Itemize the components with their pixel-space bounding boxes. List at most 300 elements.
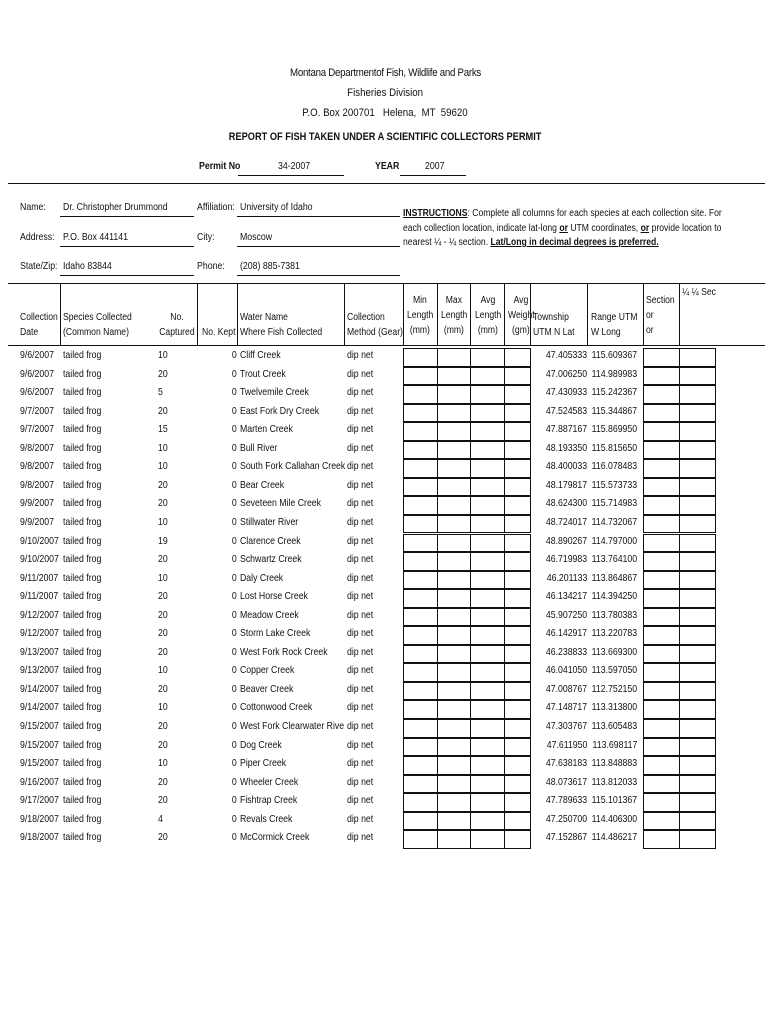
cell-latitude: 48.073617 bbox=[545, 776, 587, 788]
empty-entry-cell[interactable] bbox=[504, 348, 531, 367]
empty-entry-cell[interactable] bbox=[470, 682, 505, 701]
phone-label: Phone: bbox=[197, 261, 225, 272]
empty-entry-cell[interactable] bbox=[504, 775, 531, 794]
cell-kept: 0 bbox=[232, 721, 237, 732]
empty-entry-cell[interactable] bbox=[437, 645, 471, 664]
empty-entry-cell[interactable] bbox=[403, 589, 438, 608]
empty-entry-cell[interactable] bbox=[437, 534, 471, 553]
table-top-border bbox=[8, 283, 765, 284]
empty-entry-cell[interactable] bbox=[403, 700, 438, 719]
cell-longitude: 113.764100 bbox=[591, 554, 637, 566]
empty-entry-cell[interactable] bbox=[643, 515, 680, 534]
cell-latitude: 47.887167 bbox=[545, 424, 587, 436]
cell-longitude: 113.597050 bbox=[591, 665, 637, 677]
cell-date: 9/10/2007 bbox=[20, 535, 59, 547]
empty-entry-cell[interactable] bbox=[437, 738, 471, 757]
cell-latitude: 46.201133 bbox=[546, 572, 587, 584]
cell-water-name: Dog Creek bbox=[240, 739, 282, 751]
cell-date: 9/18/2007 bbox=[20, 813, 59, 825]
empty-entry-cell[interactable] bbox=[679, 571, 716, 590]
cell-water-name: West Fork Clearwater Rive bbox=[240, 721, 345, 732]
empty-entry-cell[interactable] bbox=[437, 756, 471, 775]
col-quarter-section: ¼ ¼ Sec bbox=[682, 287, 716, 298]
cell-kept: 0 bbox=[232, 535, 237, 547]
empty-entry-cell[interactable] bbox=[403, 830, 438, 849]
cell-species: tailed frog bbox=[63, 368, 102, 380]
name-value: Dr. Christopher Drummond bbox=[63, 202, 168, 213]
cell-kept: 0 bbox=[232, 628, 237, 640]
hdr-divider bbox=[530, 283, 531, 345]
cell-date: 9/9/2007 bbox=[20, 516, 54, 528]
cell-water-name: West Fork Rock Creek bbox=[240, 646, 328, 658]
empty-entry-cell[interactable] bbox=[679, 682, 716, 701]
empty-entry-cell[interactable] bbox=[504, 404, 531, 423]
empty-entry-cell[interactable] bbox=[504, 459, 531, 478]
empty-entry-cell[interactable] bbox=[437, 385, 471, 404]
empty-entry-cell[interactable] bbox=[437, 496, 471, 515]
empty-entry-cell[interactable] bbox=[643, 385, 680, 404]
cell-captured: 20 bbox=[158, 739, 168, 751]
empty-entry-cell[interactable] bbox=[403, 775, 438, 794]
cell-latitude: 48.624300 bbox=[545, 498, 587, 510]
empty-entry-cell[interactable] bbox=[470, 404, 505, 423]
cell-method: dip net bbox=[347, 832, 374, 844]
cell-latitude: 47.405333 bbox=[545, 350, 587, 361]
empty-entry-cell[interactable] bbox=[403, 663, 438, 682]
empty-entry-cell[interactable] bbox=[437, 812, 471, 831]
cell-date: 9/6/2007 bbox=[20, 350, 54, 361]
empty-entry-cell[interactable] bbox=[643, 478, 680, 497]
empty-entry-cell[interactable] bbox=[470, 626, 505, 645]
empty-entry-cell[interactable] bbox=[470, 775, 505, 794]
empty-entry-cell[interactable] bbox=[470, 830, 505, 849]
empty-entry-cell[interactable] bbox=[643, 534, 680, 553]
cell-longitude: 113.780383 bbox=[591, 609, 637, 621]
empty-entry-cell[interactable] bbox=[403, 793, 438, 812]
empty-entry-cell[interactable] bbox=[403, 682, 438, 701]
cell-kept: 0 bbox=[232, 702, 237, 714]
empty-entry-cell[interactable] bbox=[679, 552, 716, 571]
address-value: P.O. Box 441141 bbox=[63, 232, 128, 243]
cell-latitude: 46.719983 bbox=[545, 554, 587, 566]
city-value: Moscow bbox=[240, 232, 273, 243]
empty-entry-cell[interactable] bbox=[437, 608, 471, 627]
cell-method: dip net bbox=[347, 368, 374, 380]
empty-entry-cell[interactable] bbox=[504, 441, 531, 460]
empty-entry-cell[interactable] bbox=[643, 682, 680, 701]
empty-entry-cell[interactable] bbox=[437, 552, 471, 571]
empty-entry-cell[interactable] bbox=[643, 793, 680, 812]
empty-entry-cell[interactable] bbox=[470, 793, 505, 812]
empty-entry-cell[interactable] bbox=[470, 515, 505, 534]
cell-water-name: Bear Creek bbox=[240, 479, 285, 491]
cell-kept: 0 bbox=[232, 479, 237, 491]
empty-entry-cell[interactable] bbox=[470, 367, 505, 386]
cell-date: 9/9/2007 bbox=[20, 498, 54, 510]
empty-entry-cell[interactable] bbox=[437, 682, 471, 701]
empty-entry-cell[interactable] bbox=[643, 830, 680, 849]
empty-entry-cell[interactable] bbox=[403, 645, 438, 664]
empty-entry-cell[interactable] bbox=[437, 719, 471, 738]
year-value: 2007 bbox=[425, 161, 445, 172]
empty-entry-cell[interactable] bbox=[643, 404, 680, 423]
empty-entry-cell[interactable] bbox=[403, 459, 438, 478]
cell-latitude: 48.179817 bbox=[545, 479, 587, 491]
empty-entry-cell[interactable] bbox=[470, 385, 505, 404]
empty-entry-cell[interactable] bbox=[504, 756, 531, 775]
cell-species: tailed frog bbox=[63, 721, 102, 732]
empty-entry-cell[interactable] bbox=[470, 459, 505, 478]
empty-entry-cell[interactable] bbox=[504, 626, 531, 645]
cell-method: dip net bbox=[347, 609, 374, 621]
empty-entry-cell[interactable] bbox=[437, 589, 471, 608]
empty-entry-cell[interactable] bbox=[504, 663, 531, 682]
empty-entry-cell[interactable] bbox=[643, 775, 680, 794]
cell-captured: 20 bbox=[158, 591, 168, 603]
cell-kept: 0 bbox=[232, 368, 237, 380]
empty-entry-cell[interactable] bbox=[643, 812, 680, 831]
empty-entry-cell[interactable] bbox=[504, 367, 531, 386]
cell-captured: 10 bbox=[158, 702, 168, 714]
cell-method: dip net bbox=[347, 665, 374, 677]
col-min-length: Min Length (mm) bbox=[407, 295, 434, 336]
cell-captured: 10 bbox=[158, 572, 168, 584]
cell-method: dip net bbox=[347, 795, 374, 807]
empty-entry-cell[interactable] bbox=[470, 700, 505, 719]
empty-entry-cell[interactable] bbox=[403, 348, 438, 367]
cell-captured: 19 bbox=[158, 535, 168, 547]
empty-entry-cell[interactable] bbox=[504, 385, 531, 404]
empty-entry-cell[interactable] bbox=[470, 478, 505, 497]
cell-date: 9/11/2007 bbox=[20, 572, 59, 584]
empty-entry-cell[interactable] bbox=[643, 626, 680, 645]
empty-entry-cell[interactable] bbox=[679, 793, 716, 812]
cell-species: tailed frog bbox=[63, 498, 102, 510]
cell-longitude: 114.732067 bbox=[591, 516, 637, 528]
cell-date: 9/6/2007 bbox=[20, 387, 54, 399]
col-no-kept: No. Kept bbox=[202, 327, 236, 338]
cell-captured: 20 bbox=[158, 683, 168, 695]
cell-kept: 0 bbox=[232, 795, 237, 807]
empty-entry-cell[interactable] bbox=[437, 422, 471, 441]
empty-entry-cell[interactable] bbox=[403, 571, 438, 590]
instructions-part3: provide location to nearest ¼ - ¼ section. bbox=[403, 222, 722, 248]
empty-entry-cell[interactable] bbox=[403, 756, 438, 775]
empty-entry-cell[interactable] bbox=[437, 775, 471, 794]
empty-entry-cell[interactable] bbox=[679, 422, 716, 441]
empty-entry-cell[interactable] bbox=[470, 571, 505, 590]
empty-entry-cell[interactable] bbox=[470, 645, 505, 664]
instructions-part2: UTM coordinates, bbox=[567, 222, 641, 234]
empty-entry-cell[interactable] bbox=[679, 608, 716, 627]
empty-entry-cell[interactable] bbox=[437, 700, 471, 719]
empty-entry-cell[interactable] bbox=[403, 478, 438, 497]
cell-captured: 10 bbox=[158, 516, 168, 528]
empty-entry-cell[interactable] bbox=[470, 422, 505, 441]
empty-entry-cell[interactable] bbox=[504, 608, 531, 627]
empty-entry-cell[interactable] bbox=[504, 422, 531, 441]
empty-entry-cell[interactable] bbox=[643, 700, 680, 719]
empty-entry-cell[interactable] bbox=[470, 552, 505, 571]
cell-water-name: Twelvemile Creek bbox=[240, 387, 309, 399]
instructions-preferred: Lat/Long in decimal degrees is preferred. bbox=[490, 237, 659, 248]
cell-water-name: Trout Creek bbox=[240, 368, 286, 380]
empty-entry-cell[interactable] bbox=[403, 626, 438, 645]
empty-entry-cell[interactable] bbox=[470, 589, 505, 608]
cell-kept: 0 bbox=[232, 758, 237, 770]
empty-entry-cell[interactable] bbox=[643, 719, 680, 738]
empty-entry-cell[interactable] bbox=[504, 830, 531, 849]
cell-water-name: Meadow Creek bbox=[240, 609, 299, 621]
empty-entry-cell[interactable] bbox=[679, 645, 716, 664]
cell-kept: 0 bbox=[232, 350, 237, 361]
empty-entry-cell[interactable] bbox=[470, 663, 505, 682]
col-method: Collection Method (Gear) bbox=[347, 312, 403, 338]
empty-entry-cell[interactable] bbox=[643, 608, 680, 627]
empty-entry-cell[interactable] bbox=[437, 459, 471, 478]
empty-entry-cell[interactable] bbox=[679, 738, 716, 757]
empty-entry-cell[interactable] bbox=[403, 812, 438, 831]
empty-entry-cell[interactable] bbox=[403, 719, 438, 738]
cell-method: dip net bbox=[347, 739, 374, 751]
empty-entry-cell[interactable] bbox=[504, 719, 531, 738]
cell-method: dip net bbox=[347, 498, 374, 510]
cell-method: dip net bbox=[347, 479, 374, 491]
empty-entry-cell[interactable] bbox=[643, 496, 680, 515]
cell-date: 9/8/2007 bbox=[20, 479, 54, 491]
cell-longitude: 115.609367 bbox=[591, 350, 637, 361]
empty-entry-cell[interactable] bbox=[679, 441, 716, 460]
empty-entry-cell[interactable] bbox=[643, 645, 680, 664]
empty-entry-cell[interactable] bbox=[679, 756, 716, 775]
hdr-divider bbox=[437, 283, 438, 345]
empty-entry-cell[interactable] bbox=[679, 775, 716, 794]
empty-entry-cell[interactable] bbox=[437, 663, 471, 682]
cell-longitude: 114.797000 bbox=[591, 535, 637, 547]
empty-entry-cell[interactable] bbox=[679, 404, 716, 423]
cell-method: dip net bbox=[347, 424, 374, 436]
empty-entry-cell[interactable] bbox=[470, 348, 505, 367]
empty-entry-cell[interactable] bbox=[403, 441, 438, 460]
cell-method: dip net bbox=[347, 387, 374, 399]
empty-entry-cell[interactable] bbox=[403, 367, 438, 386]
empty-entry-cell[interactable] bbox=[437, 793, 471, 812]
cell-water-name: Fishtrap Creek bbox=[240, 795, 298, 807]
empty-entry-cell[interactable] bbox=[679, 348, 716, 367]
empty-entry-cell[interactable] bbox=[679, 367, 716, 386]
cell-longitude: 115.101367 bbox=[591, 795, 637, 807]
empty-entry-cell[interactable] bbox=[643, 367, 680, 386]
empty-entry-cell[interactable] bbox=[403, 515, 438, 534]
empty-entry-cell[interactable] bbox=[643, 589, 680, 608]
empty-entry-cell[interactable] bbox=[679, 385, 716, 404]
empty-entry-cell[interactable] bbox=[679, 496, 716, 515]
cell-species: tailed frog bbox=[63, 554, 102, 566]
empty-entry-cell[interactable] bbox=[679, 830, 716, 849]
cell-kept: 0 bbox=[232, 609, 237, 621]
cell-species: tailed frog bbox=[63, 387, 102, 399]
phone-underline bbox=[237, 275, 400, 276]
empty-entry-cell[interactable] bbox=[470, 534, 505, 553]
empty-entry-cell[interactable] bbox=[403, 534, 438, 553]
cell-kept: 0 bbox=[232, 591, 237, 603]
empty-entry-cell[interactable] bbox=[403, 404, 438, 423]
division-name: Fisheries Division bbox=[347, 87, 423, 99]
empty-entry-cell[interactable] bbox=[679, 719, 716, 738]
empty-entry-cell[interactable] bbox=[679, 626, 716, 645]
empty-entry-cell[interactable] bbox=[437, 367, 471, 386]
empty-entry-cell[interactable] bbox=[470, 719, 505, 738]
cell-water-name: Piper Creek bbox=[240, 758, 287, 770]
empty-entry-cell[interactable] bbox=[679, 589, 716, 608]
cell-longitude: 113.669300 bbox=[591, 646, 637, 658]
col-township: Township UTM N Lat bbox=[533, 312, 575, 338]
cell-captured: 15 bbox=[158, 424, 168, 436]
empty-entry-cell[interactable] bbox=[403, 608, 438, 627]
empty-entry-cell[interactable] bbox=[643, 552, 680, 571]
empty-entry-cell[interactable] bbox=[679, 459, 716, 478]
empty-entry-cell[interactable] bbox=[470, 441, 505, 460]
cell-kept: 0 bbox=[232, 424, 237, 436]
cell-latitude: 48.400033 bbox=[545, 461, 587, 473]
empty-entry-cell[interactable] bbox=[643, 738, 680, 757]
empty-entry-cell[interactable] bbox=[470, 812, 505, 831]
cell-latitude: 45.907250 bbox=[545, 609, 587, 621]
name-underline bbox=[60, 216, 194, 217]
empty-entry-cell[interactable] bbox=[643, 441, 680, 460]
empty-entry-cell[interactable] bbox=[504, 571, 531, 590]
empty-entry-cell[interactable] bbox=[504, 589, 531, 608]
empty-entry-cell[interactable] bbox=[403, 552, 438, 571]
cell-latitude: 47.250700 bbox=[545, 813, 587, 825]
cell-species: tailed frog bbox=[63, 442, 102, 454]
permit-value: 34-2007 bbox=[278, 161, 311, 172]
cell-date: 9/14/2007 bbox=[20, 683, 59, 695]
agency-name: Montana Departmentof Fish, Wildlife and Parks bbox=[289, 67, 481, 79]
empty-entry-cell[interactable] bbox=[643, 756, 680, 775]
empty-entry-cell[interactable] bbox=[504, 534, 531, 553]
cell-latitude: 46.238833 bbox=[545, 646, 587, 658]
col-collection-date: Collection Date bbox=[20, 312, 58, 338]
empty-entry-cell[interactable] bbox=[504, 496, 531, 515]
cell-captured: 5 bbox=[158, 387, 163, 399]
cell-longitude: 114.406300 bbox=[591, 813, 637, 825]
cell-captured: 20 bbox=[158, 721, 168, 732]
hdr-divider bbox=[237, 283, 238, 345]
empty-entry-cell[interactable] bbox=[643, 348, 680, 367]
cell-method: dip net bbox=[347, 461, 374, 473]
empty-entry-cell[interactable] bbox=[437, 441, 471, 460]
empty-entry-cell[interactable] bbox=[504, 552, 531, 571]
empty-entry-cell[interactable] bbox=[643, 422, 680, 441]
empty-entry-cell[interactable] bbox=[403, 738, 438, 757]
cell-species: tailed frog bbox=[63, 795, 102, 807]
empty-entry-cell[interactable] bbox=[679, 812, 716, 831]
empty-entry-cell[interactable] bbox=[437, 348, 471, 367]
cell-kept: 0 bbox=[232, 442, 237, 454]
cell-date: 9/15/2007 bbox=[20, 739, 59, 751]
cell-latitude: 47.303767 bbox=[545, 721, 587, 732]
empty-entry-cell[interactable] bbox=[403, 496, 438, 515]
empty-entry-cell[interactable] bbox=[643, 571, 680, 590]
empty-entry-cell[interactable] bbox=[470, 738, 505, 757]
cell-date: 9/12/2007 bbox=[20, 628, 59, 640]
empty-entry-cell[interactable] bbox=[470, 496, 505, 515]
cell-longitude: 114.989983 bbox=[591, 368, 637, 380]
empty-entry-cell[interactable] bbox=[643, 663, 680, 682]
cell-method: dip net bbox=[347, 776, 374, 788]
empty-entry-cell[interactable] bbox=[437, 830, 471, 849]
year-underline bbox=[400, 175, 466, 176]
empty-entry-cell[interactable] bbox=[679, 534, 716, 553]
col-range: Range UTM W Long bbox=[591, 312, 638, 338]
cell-captured: 20 bbox=[158, 498, 168, 510]
empty-entry-cell[interactable] bbox=[437, 515, 471, 534]
permit-underline bbox=[238, 175, 344, 176]
empty-entry-cell[interactable] bbox=[504, 645, 531, 664]
instructions-label: INSTRUCTIONS bbox=[403, 208, 468, 219]
empty-entry-cell[interactable] bbox=[470, 608, 505, 627]
cell-date: 9/14/2007 bbox=[20, 702, 59, 714]
report-title: REPORT OF FISH TAKEN UNDER A SCIENTIFIC COLLECTORS PERMIT bbox=[228, 131, 542, 143]
cell-species: tailed frog bbox=[63, 424, 102, 436]
empty-entry-cell[interactable] bbox=[679, 515, 716, 534]
empty-entry-cell[interactable] bbox=[504, 700, 531, 719]
empty-entry-cell[interactable] bbox=[679, 663, 716, 682]
cell-kept: 0 bbox=[232, 813, 237, 825]
cell-date: 9/8/2007 bbox=[20, 442, 54, 454]
cell-longitude: 115.573733 bbox=[591, 479, 637, 491]
cell-longitude: 115.869950 bbox=[591, 424, 637, 436]
empty-entry-cell[interactable] bbox=[437, 626, 471, 645]
col-no-captured: No. Captured bbox=[159, 312, 195, 338]
empty-entry-cell[interactable] bbox=[504, 812, 531, 831]
cell-species: tailed frog bbox=[63, 479, 102, 491]
cell-captured: 20 bbox=[158, 646, 168, 658]
cell-longitude: 115.242367 bbox=[591, 387, 637, 399]
col-max-length: Max Length (mm) bbox=[441, 295, 468, 336]
hdr-divider bbox=[470, 283, 471, 345]
empty-entry-cell[interactable] bbox=[504, 478, 531, 497]
empty-entry-cell[interactable] bbox=[504, 682, 531, 701]
empty-entry-cell[interactable] bbox=[504, 793, 531, 812]
cell-water-name: Stillwater River bbox=[240, 516, 299, 528]
cell-kept: 0 bbox=[232, 665, 237, 677]
empty-entry-cell[interactable] bbox=[504, 738, 531, 757]
cell-kept: 0 bbox=[232, 572, 237, 584]
empty-entry-cell[interactable] bbox=[679, 700, 716, 719]
cell-method: dip net bbox=[347, 646, 374, 658]
instructions-or2: or bbox=[640, 222, 650, 234]
empty-entry-cell[interactable] bbox=[437, 404, 471, 423]
empty-entry-cell[interactable] bbox=[470, 756, 505, 775]
empty-entry-cell[interactable] bbox=[437, 571, 471, 590]
empty-entry-cell[interactable] bbox=[643, 459, 680, 478]
cell-captured: 10 bbox=[158, 758, 168, 770]
empty-entry-cell[interactable] bbox=[504, 515, 531, 534]
empty-entry-cell[interactable] bbox=[403, 422, 438, 441]
name-label: Name: bbox=[20, 202, 46, 213]
empty-entry-cell[interactable] bbox=[437, 478, 471, 497]
hdr-divider bbox=[403, 283, 404, 345]
cell-longitude: 114.486217 bbox=[591, 832, 637, 844]
cell-kept: 0 bbox=[232, 646, 237, 658]
cell-water-name: Seveteen Mile Creek bbox=[240, 498, 322, 510]
empty-entry-cell[interactable] bbox=[403, 385, 438, 404]
address-label: Address: bbox=[20, 232, 55, 243]
cell-latitude: 47.524583 bbox=[545, 405, 587, 417]
empty-entry-cell[interactable] bbox=[679, 478, 716, 497]
